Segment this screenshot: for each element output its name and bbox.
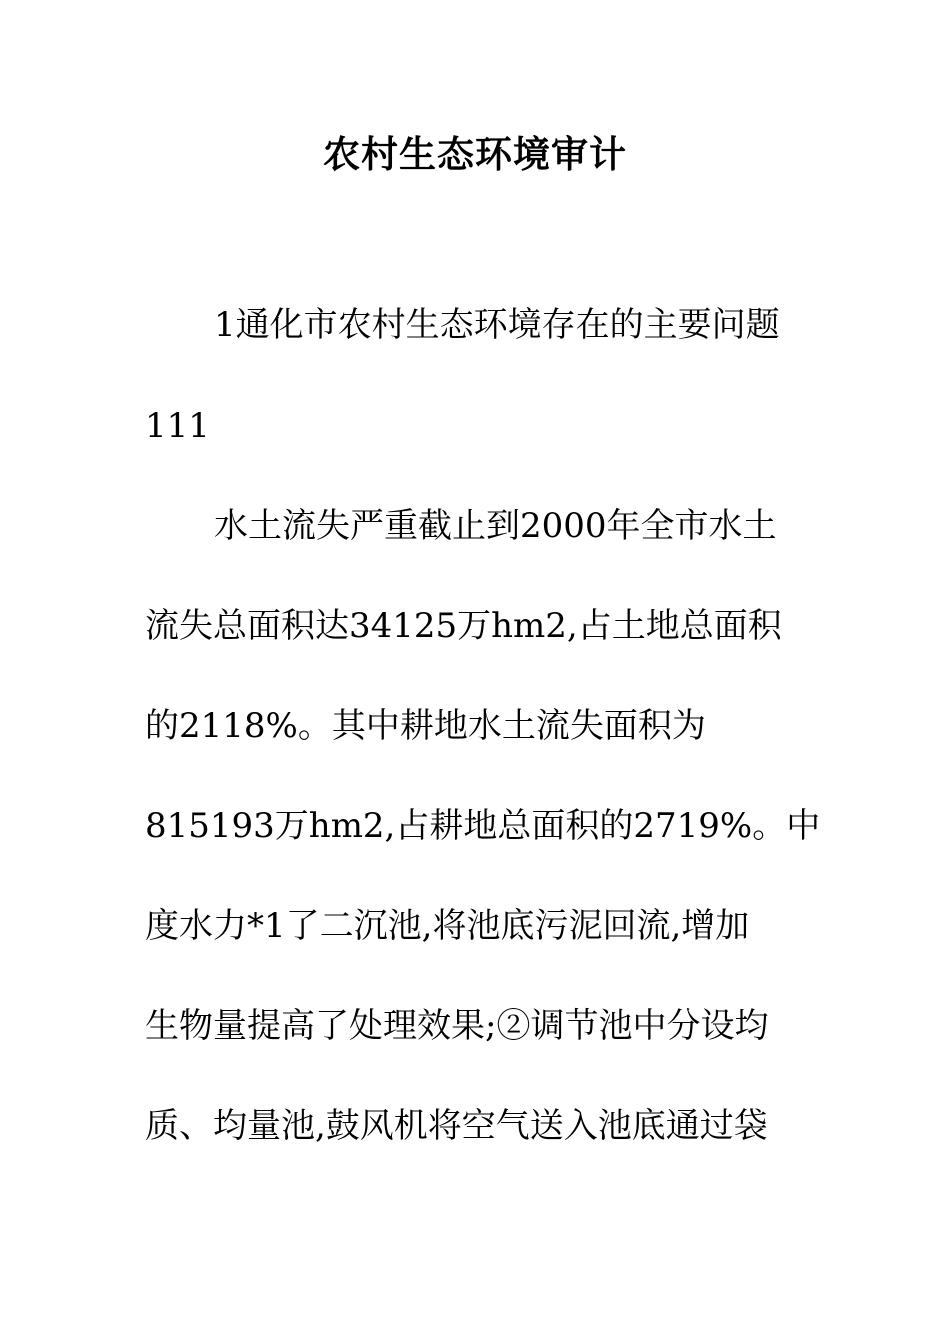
paragraph-line: 流失总面积达34125万hm2,占土地总面积 — [145, 606, 782, 646]
section-number-line: 111 — [145, 406, 210, 446]
paragraph-line: 的2118%。其中耕地水土流失面积为 — [145, 706, 706, 746]
paragraph-line: 质、均量池,鼓风机将空气送入池底通过袋 — [145, 1106, 768, 1146]
paragraph-line: 度水力*1了二沉池,将池底污泥回流,增加 — [145, 906, 750, 946]
document-title: 农村生态环境审计 — [323, 132, 627, 176]
paragraph-line: 水土流失严重截止到2000年全市水土 — [214, 506, 777, 546]
paragraph-line: 生物量提高了处理效果;②调节池中分设均 — [145, 1006, 769, 1046]
paragraph-line: 815193万hm2,占耕地总面积的2719%。中 — [145, 806, 821, 846]
heading-line: 1通化市农村生态环境存在的主要问题 — [214, 305, 780, 345]
